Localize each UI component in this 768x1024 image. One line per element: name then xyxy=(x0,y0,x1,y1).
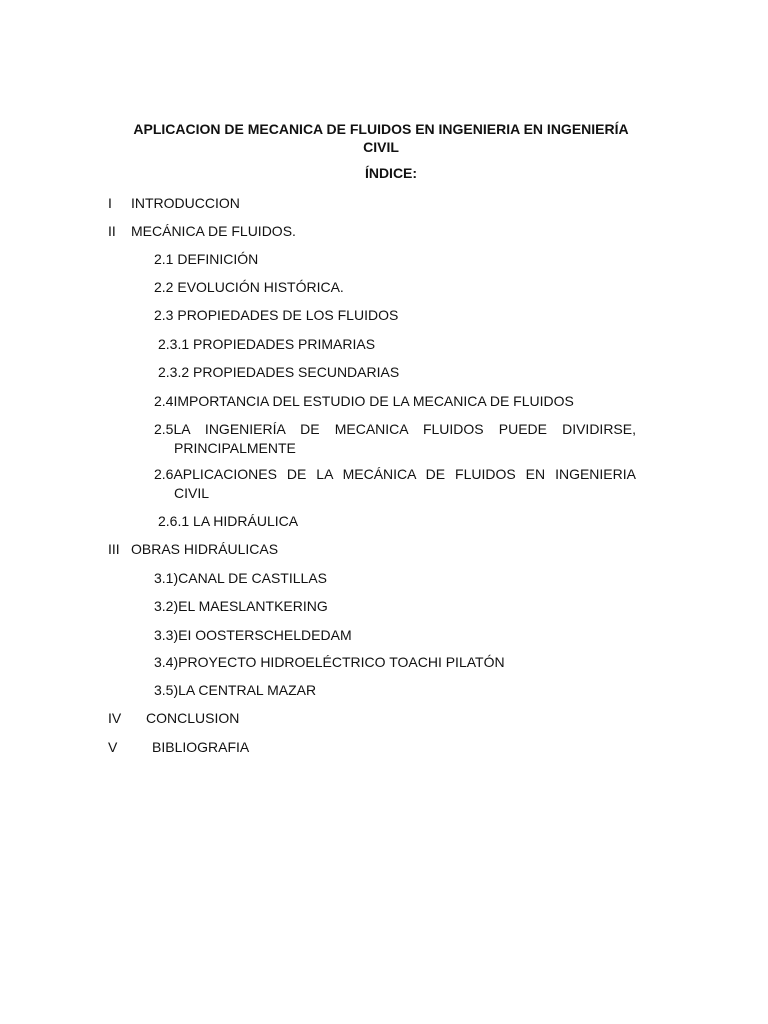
toc-item-3-3: 3.3)EI OOSTERSCHELDEDAM xyxy=(154,627,352,643)
toc-item-2-3-2: 2.3.2 PROPIEDADES SECUNDARIAS xyxy=(158,364,400,380)
toc-label: MECÁNICA DE FLUIDOS. xyxy=(131,223,296,239)
toc-line-continuation: CIVIL xyxy=(174,485,210,501)
index-heading: ÍNDICE: xyxy=(364,165,418,181)
toc-item-2-4: 2.4IMPORTANCIA DEL ESTUDIO DE LA MECANICA DE FLUIDOS xyxy=(154,393,574,409)
toc-number: III xyxy=(108,541,120,557)
toc-item-2-5 xyxy=(154,420,636,458)
toc-line: 2.5LA INGENIERÍA DE MECANICA FLUIDOS PUEDE DIVIDIRSE, xyxy=(154,421,636,437)
toc-item-2-3-1: 2.3.1 PROPIEDADES PRIMARIAS xyxy=(158,336,376,352)
toc-item-2-2: 2.2 EVOLUCIÓN HISTÓRICA. xyxy=(154,279,344,295)
toc-item-3-1: 3.1)CANAL DE CASTILLAS xyxy=(154,570,327,586)
toc-item-3-4: 3.4)PROYECTO HIDROELÉCTRICO TOACHI PILATÓN xyxy=(154,654,505,670)
toc-number: V xyxy=(108,739,118,755)
toc-label: BIBLIOGRAFIA xyxy=(152,739,250,755)
toc-item-2-6 xyxy=(154,465,636,503)
toc-item-2-3: 2.3 PROPIEDADES DE LOS FLUIDOS xyxy=(154,307,399,323)
toc-item-2-6-1: 2.6.1 LA HIDRÁULICA xyxy=(158,513,299,529)
toc-item-3-5: 3.5)LA CENTRAL MAZAR xyxy=(154,682,317,698)
toc-number: IV xyxy=(108,710,122,726)
document-title: APLICACION DE MECANICA DE FLUIDOS EN INGENIERIA EN INGENIERÍA CIVIL xyxy=(133,121,629,155)
toc-line: 2.6APLICACIONES DE LA MECÁNICA DE FLUIDOS EN INGENIERIA xyxy=(154,466,636,482)
toc-label: INTRODUCCION xyxy=(131,195,240,211)
toc-item-3-2: 3.2)EL MAESLANTKERING xyxy=(154,598,328,614)
toc-line-continuation: PRINCIPALMENTE xyxy=(174,440,296,456)
toc-label: CONCLUSION xyxy=(146,710,240,726)
toc-number: II xyxy=(108,223,116,239)
toc-item-2-1: 2.1 DEFINICIÓN xyxy=(154,251,259,267)
toc-label: OBRAS HIDRÁULICAS xyxy=(131,541,279,557)
toc-number: I xyxy=(108,195,112,211)
